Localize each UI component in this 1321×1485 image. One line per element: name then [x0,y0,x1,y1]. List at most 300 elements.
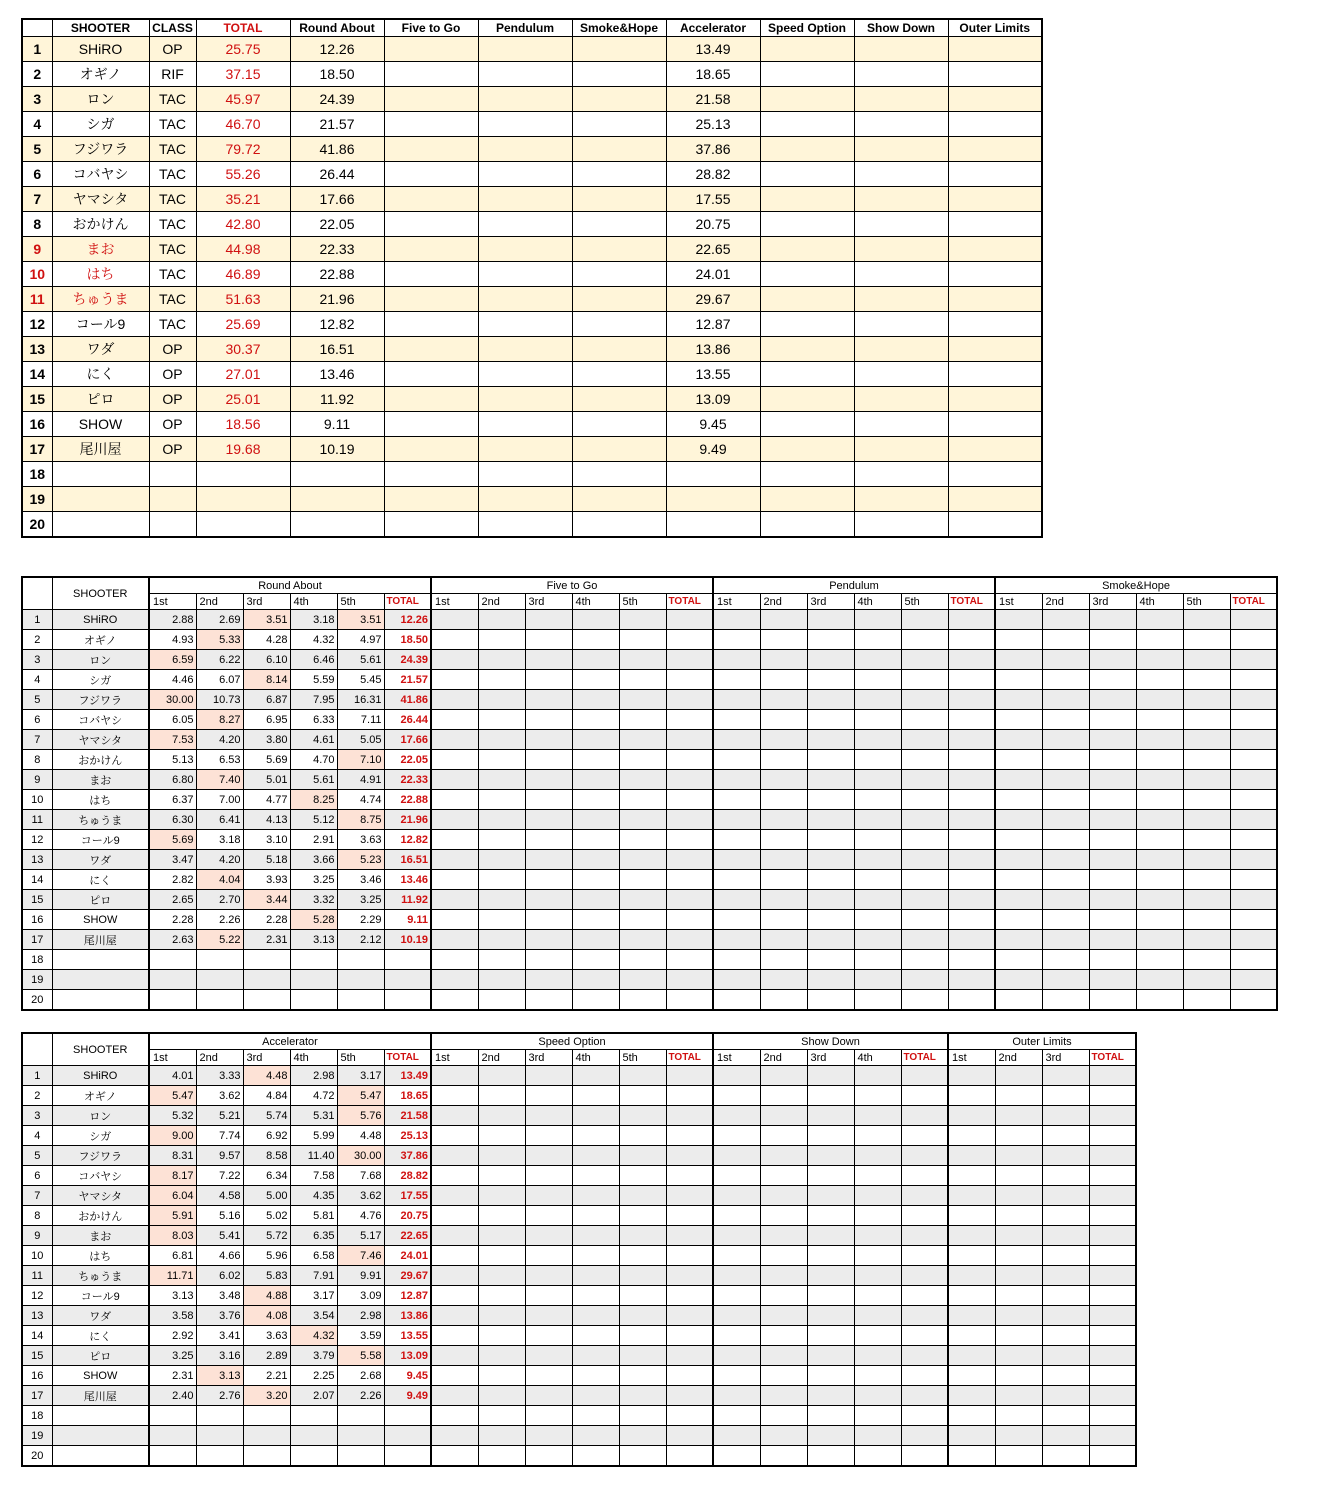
string-time [1089,910,1136,930]
row-number: 17 [22,1386,52,1406]
outer-limits-time [948,37,1042,62]
string-time [337,1426,384,1446]
string-time [713,1066,760,1086]
string-time [995,910,1042,930]
detail-row [22,1266,1136,1286]
pendulum-time [478,112,572,137]
string-time [1042,1186,1089,1206]
shooter-name: ピロ [52,890,149,910]
shooter-name: ヤマシタ [52,1186,149,1206]
accelerator-time: 21.58 [666,87,760,112]
string-time [995,1146,1042,1166]
string-time: 3.16 [196,1346,243,1366]
string-time [525,950,572,970]
string-time: 2.26 [337,1386,384,1406]
summary-header-cell: Pendulum [478,19,572,37]
string-time: 6.04 [149,1186,196,1206]
string-time: 6.34 [243,1166,290,1186]
string-time: 16.31 [337,690,384,710]
string-time [1042,1286,1089,1306]
five-to-go-time [384,262,478,287]
string-time [807,1186,854,1206]
string-header: 1st [431,594,478,610]
stage-total [1230,790,1277,810]
string-time [572,990,619,1011]
pendulum-time [478,287,572,312]
stage-total [948,810,995,830]
stage-total [666,830,713,850]
string-time [760,1066,807,1086]
accelerator-time: 13.09 [666,387,760,412]
string-time [1042,870,1089,890]
string-time: 6.07 [196,670,243,690]
string-time [713,710,760,730]
string-time [431,1386,478,1406]
stage-total [901,1446,948,1467]
string-time [572,1346,619,1366]
string-time [854,690,901,710]
string-time [760,1446,807,1467]
string-time [619,1206,666,1226]
string-time: 7.74 [196,1126,243,1146]
outer-limits-time [948,487,1042,512]
string-time [995,1206,1042,1226]
detail-row [22,630,1277,650]
shooter-name: にく [52,1326,149,1346]
stage-total: 13.86 [384,1306,431,1326]
stage-total [1230,950,1277,970]
string-time [760,610,807,630]
stage-total [948,690,995,710]
string-time [807,890,854,910]
speed-option-time [760,187,854,212]
string-time [713,1266,760,1286]
string-time [525,870,572,890]
string-time [854,1166,901,1186]
string-time [478,1126,525,1146]
detail-row [22,610,1277,630]
string-time [149,990,196,1011]
string-time [1089,930,1136,950]
string-time: 3.18 [196,830,243,850]
string-time [149,950,196,970]
string-time: 5.31 [290,1106,337,1126]
string-time: 5.45 [337,670,384,690]
string-time [995,810,1042,830]
string-time [1042,1126,1089,1146]
string-time [1089,690,1136,710]
stage-total [1089,1126,1136,1146]
string-time: 5.47 [149,1086,196,1106]
string-time [807,1166,854,1186]
string-header: 2nd [760,594,807,610]
string-time [1042,830,1089,850]
pendulum-time [478,487,572,512]
string-time [1136,890,1183,910]
string-time [525,830,572,850]
row-number: 20 [22,512,52,538]
string-time [525,890,572,910]
detail-row [22,870,1277,890]
string-time [807,1246,854,1266]
shooter-name: まお [52,1226,149,1246]
string-time [807,670,854,690]
outer-limits-time [948,62,1042,87]
string-time [478,830,525,850]
stage-total [1230,690,1277,710]
string-time: 2.25 [290,1366,337,1386]
stage-total [666,1206,713,1226]
shooter-name: コバヤシ [52,1166,149,1186]
string-time [478,890,525,910]
string-time [619,1326,666,1346]
string-time: 2.82 [149,870,196,890]
shooter-name: シガ [52,1126,149,1146]
shooter-name: コバヤシ [52,710,149,730]
string-time [619,1106,666,1126]
string-time [948,1086,995,1106]
string-time [431,1206,478,1226]
string-time [995,630,1042,650]
outer-limits-time [948,462,1042,487]
string-time [807,1266,854,1286]
shooter-name [52,950,149,970]
detail-row [22,950,1277,970]
string-time [901,750,948,770]
string-time [1136,750,1183,770]
row-number: 8 [22,1206,52,1226]
pendulum-time [478,212,572,237]
string-time [948,1166,995,1186]
stage-total [901,1106,948,1126]
shooter-header: SHOOTER [52,577,149,610]
stage-total [948,630,995,650]
string-time: 6.87 [243,690,290,710]
string-time [760,930,807,950]
string-header: 1st [149,594,196,610]
stage-total [666,1186,713,1206]
string-time [854,850,901,870]
string-time [713,1366,760,1386]
stage-total [666,850,713,870]
string-time: 3.13 [149,1286,196,1306]
summary-row [22,462,1042,487]
stage-total [901,1386,948,1406]
string-time [713,870,760,890]
shooter-name: SHOW [52,412,149,437]
string-time [431,610,478,630]
string-time [619,1226,666,1246]
string-time: 11.71 [149,1266,196,1286]
row-number: 15 [22,1346,52,1366]
summary-row [22,512,1042,538]
string-time [572,1126,619,1146]
show-down-time [854,437,948,462]
stage-total [901,1066,948,1086]
stage-total: 9.49 [384,1386,431,1406]
string-time: 9.91 [337,1266,384,1286]
string-time [525,1406,572,1426]
stage-total [1230,890,1277,910]
show-down-time [854,387,948,412]
string-time: 4.28 [243,630,290,650]
string-time [525,690,572,710]
detail-row [22,690,1277,710]
string-time [807,1086,854,1106]
total-header: TOTAL [384,1050,431,1066]
five-to-go-time [384,287,478,312]
string-time [760,650,807,670]
string-time [713,850,760,870]
stage-total [1089,1386,1136,1406]
total-time: 51.63 [196,287,290,312]
string-time: 4.97 [337,630,384,650]
shooter-class: OP [149,412,196,437]
string-time [760,1386,807,1406]
summary-header-cell: Outer Limits [948,19,1042,37]
shooter-name: ピロ [52,1346,149,1366]
shooter-name [52,1426,149,1446]
stage-total [1230,750,1277,770]
stage-total [948,790,995,810]
string-time [854,650,901,670]
stage-total: 11.92 [384,890,431,910]
string-time [901,930,948,950]
stage-total: 29.67 [384,1266,431,1286]
string-time: 4.91 [337,770,384,790]
string-time [619,710,666,730]
string-time [431,1246,478,1266]
string-time [760,1266,807,1286]
string-time [431,670,478,690]
string-time [525,1326,572,1346]
stage-total [666,1406,713,1426]
round-about-time: 22.88 [290,262,384,287]
string-time [1042,1346,1089,1366]
string-time: 4.76 [337,1206,384,1226]
string-time [1183,910,1230,930]
string-time [619,1066,666,1086]
string-time [713,1126,760,1146]
summary-header-cell: Show Down [854,19,948,37]
shooter-name: ヤマシタ [52,730,149,750]
accelerator-time: 25.13 [666,112,760,137]
string-time [948,1346,995,1366]
string-time [1042,970,1089,990]
row-number: 13 [22,1306,52,1326]
row-number: 11 [22,1266,52,1286]
string-time: 5.99 [290,1126,337,1146]
pendulum-time [478,437,572,462]
shooter-name: おかけん [52,750,149,770]
string-time [760,950,807,970]
string-time [995,830,1042,850]
string-time: 2.07 [290,1386,337,1406]
string-time [995,1066,1042,1086]
five-to-go-time [384,487,478,512]
round-about-time: 9.11 [290,412,384,437]
string-time [760,790,807,810]
speed-option-time [760,462,854,487]
row-number: 10 [22,262,52,287]
show-down-time [854,162,948,187]
string-time: 5.18 [243,850,290,870]
row-number: 9 [22,1226,52,1246]
round-about-time: 21.96 [290,287,384,312]
five-to-go-time [384,237,478,262]
string-time [760,830,807,850]
row-number: 1 [22,37,52,62]
string-time [1042,730,1089,750]
string-time [478,1066,525,1086]
string-time [807,1426,854,1446]
shooter-name: まお [52,237,149,262]
string-time [901,770,948,790]
stage-total [1230,770,1277,790]
string-time [1089,890,1136,910]
string-time [478,1186,525,1206]
speed-option-time [760,162,854,187]
stage-total: 21.96 [384,810,431,830]
total-time: 55.26 [196,162,290,187]
string-time: 8.17 [149,1166,196,1186]
string-time: 7.68 [337,1166,384,1186]
string-time [1042,790,1089,810]
string-time [525,610,572,630]
string-header: 1st [431,1050,478,1066]
row-number: 10 [22,1246,52,1266]
string-time [854,1326,901,1346]
string-time [995,970,1042,990]
string-time [431,1286,478,1306]
string-time [619,1386,666,1406]
string-time: 2.26 [196,910,243,930]
string-time [995,990,1042,1011]
stage-total [666,750,713,770]
row-number: 18 [22,950,52,970]
summary-row [22,62,1042,87]
string-time: 3.48 [196,1286,243,1306]
pendulum-time [478,137,572,162]
five-to-go-time [384,212,478,237]
shooter-class: TAC [149,162,196,187]
string-time [948,1366,995,1386]
total-header: TOTAL [1089,1050,1136,1066]
string-time [1136,910,1183,930]
string-time [713,1106,760,1126]
shooter-name [52,990,149,1011]
string-time [290,1406,337,1426]
string-time [525,1146,572,1166]
string-time [807,790,854,810]
string-time: 3.54 [290,1306,337,1326]
string-time [1183,750,1230,770]
string-time [760,810,807,830]
shooter-name: はち [52,1246,149,1266]
shooter-name: シガ [52,670,149,690]
string-time [572,1266,619,1286]
stage-total: 13.49 [384,1066,431,1086]
string-time [478,650,525,670]
total-time: 37.15 [196,62,290,87]
stage-total [666,1446,713,1467]
string-time [713,1146,760,1166]
string-header: 5th [619,1050,666,1066]
string-time [854,1346,901,1366]
string-time [572,1186,619,1206]
string-time [572,730,619,750]
string-time: 4.70 [290,750,337,770]
stage-total [1089,1366,1136,1386]
string-time: 2.29 [337,910,384,930]
string-time [478,1246,525,1266]
string-time [619,790,666,810]
string-time [854,990,901,1011]
stage-total: 21.57 [384,670,431,690]
shooter-name: ちゅうま [52,1266,149,1286]
string-time: 3.62 [196,1086,243,1106]
string-time [478,1426,525,1446]
stage-total [666,730,713,750]
string-time [431,1266,478,1286]
string-time [948,1306,995,1326]
string-time: 6.05 [149,710,196,730]
row-number: 4 [22,112,52,137]
string-time [713,790,760,810]
string-time [760,750,807,770]
string-time [854,1066,901,1086]
stage-total [948,930,995,950]
string-time [995,1446,1042,1467]
string-header: 5th [901,594,948,610]
string-time [431,1086,478,1106]
string-time [478,610,525,630]
summary-table [21,18,1043,538]
stage-total [948,750,995,770]
shooter-class: OP [149,387,196,412]
string-time [807,910,854,930]
string-time [713,650,760,670]
speed-option-time [760,137,854,162]
string-time: 3.25 [337,890,384,910]
row-number: 15 [22,890,52,910]
string-header-row [22,1050,1136,1066]
string-time [572,750,619,770]
string-time [478,850,525,870]
string-time [760,1346,807,1366]
string-time: 2.68 [337,1366,384,1386]
stage-total [666,610,713,630]
smoke-hope-time [572,112,666,137]
string-time [572,930,619,950]
string-time [290,990,337,1011]
string-time [243,970,290,990]
string-time [1042,1266,1089,1286]
string-time: 6.53 [196,750,243,770]
stage-total: 20.75 [384,1206,431,1226]
string-time [995,850,1042,870]
string-time: 2.63 [149,930,196,950]
detail-row [22,970,1277,990]
string-time [1136,870,1183,890]
string-time [948,1106,995,1126]
string-time [995,1126,1042,1146]
string-time [619,730,666,750]
summary-row [22,437,1042,462]
string-time: 5.32 [149,1106,196,1126]
row-number: 16 [22,412,52,437]
string-time [525,750,572,770]
